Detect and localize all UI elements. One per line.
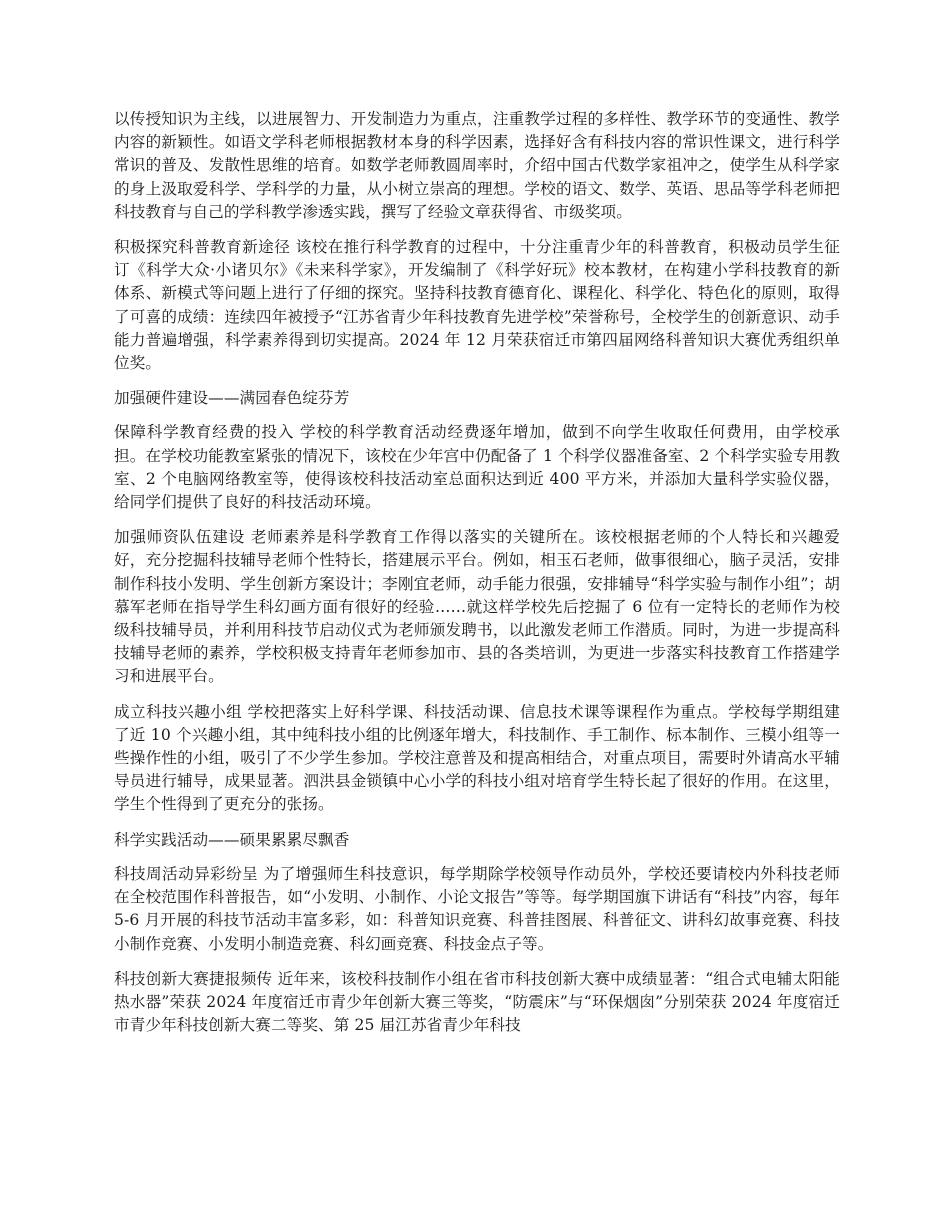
paragraph-innovation-contest: 科技创新大赛捷报频传 近年来，该校科技制作小组在省市科技创新大赛中成绩显著：“组合式电辅太阳能热水器”荣获 2024 年度宿迁市青少年创新大赛三等奖，“防震床”与“环保烟囱”分别荣获 2024 年度宿迁市青少年科技创新大赛二等奖、第 25 届江苏省青少年科技 <box>114 969 840 1035</box>
paragraph-interest-groups: 成立科技兴趣小组 学校把落实上好科学课、科技活动课、信息技术课等课程作为重点。学校每学期组建了近 10 个兴趣小组，其中纯科技小组的比例逐年增大，科技制作、手工制作、标本制作、三模小组等一些操作性的小组，吸引了不少学生参加。学校注意普及和提高相结合，对重点项目，需要时外请高水平辅导员进行辅导，成果显著。泗洪县金锁镇中心小学的科技小组对培育学生特长起了很好的作用。在这里，学生个性得到了更充分的张扬。 <box>114 702 840 814</box>
paragraph-teacher-team: 加强师资队伍建设 老师素养是科学教育工作得以落实的关键所在。该校根据老师的个人特长和兴趣爱好，充分挖掘科技辅导老师个性特长，搭建展示平台。例如，相玉石老师，做事很细心，脑子灵活，安排制作科技小发明、学生创新方案设计；李刚宜老师，动手能力很强，安排辅导“科学实验与制作小组”；胡慕军老师在指导学生科幻画方面有很好的经验……就这样学校先后挖掘了 6 位有一定特长的老师作为校级科技辅导员，并利用科技节启动仪式为老师颁发聘书，以此激发老师工作潜质。同时，为进一步提高科技辅导老师的素养，学校积极支持青年老师参加市、县的各类培训，为更进一步落实科技教育工作搭建学习和进展平台。 <box>114 528 840 686</box>
paragraph-science-popularization: 积极探究科普教育新途径 该校在推行科学教育的过程中，十分注重青少年的科普教育，积极动员学生征订《科学大众·小诸贝尔》《未来科学家》，开发编制了《科学好玩》校本教材，在构建小学科技教育的新体系、新模式等问题上进行了仔细的探究。坚持科技教育德育化、课程化、科学化、特色化的原则，取得了可喜的成绩：连续四年被授予“江苏省青少年科技教育先进学校”荣誉称号，全校学生的创新意识、动手能力普遍增强，科学素养得到切实提高。2024 年 12 月荣获宿迁市第四届网络科普知识大赛优秀组织单位奖。 <box>114 238 840 373</box>
paragraph-science-week: 科技周活动异彩纷呈 为了增强师生科技意识，每学期除学校领导作动员外，学校还要请校内外科技老师在全校范围作科普报告，如“小发明、小制作、小论文报告”等等。每学期国旗下讲话有“科技”内容，每年 5-6 月开展的科技节活动丰富多彩，如：科普知识竞赛、科普挂图展、科普征文、讲科幻故事竞赛、科技小制作竞赛、小发明小制造竞赛、科幻画竞赛、科技金点子等。 <box>114 864 840 953</box>
document-body <box>114 108 840 1049</box>
paragraph-funding: 保障科学教育经费的投入 学校的科学教育活动经费逐年增加，做到不向学生收取任何费用，由学校承担。在学校功能教室紧张的情况下，该校在少年宫中仍配备了 1 个科学仪器准备室、2 个科学实验专用教室、2 个电脑网络教室等，使得该校科技活动室总面积达到近 400 平方米，并添加大量科学实验仪器，给同学们提供了良好的科技活动环境。 <box>114 423 840 512</box>
section-heading-practice: 科学实践活动——硕果累累尽飘香 <box>114 830 350 849</box>
paragraph-intro: 以传授知识为主线，以进展智力、开发制造力为重点，注重教学过程的多样性、教学环节的变通性、教学内容的新颖性。如语文学科老师根据教材本身的科学因素，选择好含有科技内容的常识性课文，进行科学常识的普及、发散性思维的培育。如数学老师教圆周率时，介绍中国古代数学家祖冲之，使学生从科学家的身上汲取爱科学、学科学的力量，从小树立崇高的理想。学校的语文、数学、英语、思品等学科老师把科技教育与自己的学科教学渗透实践，撰写了经验文章获得省、市级奖项。 <box>114 110 840 221</box>
section-heading-hardware: 加强硬件建设——满园春色绽芬芳 <box>114 389 350 408</box>
